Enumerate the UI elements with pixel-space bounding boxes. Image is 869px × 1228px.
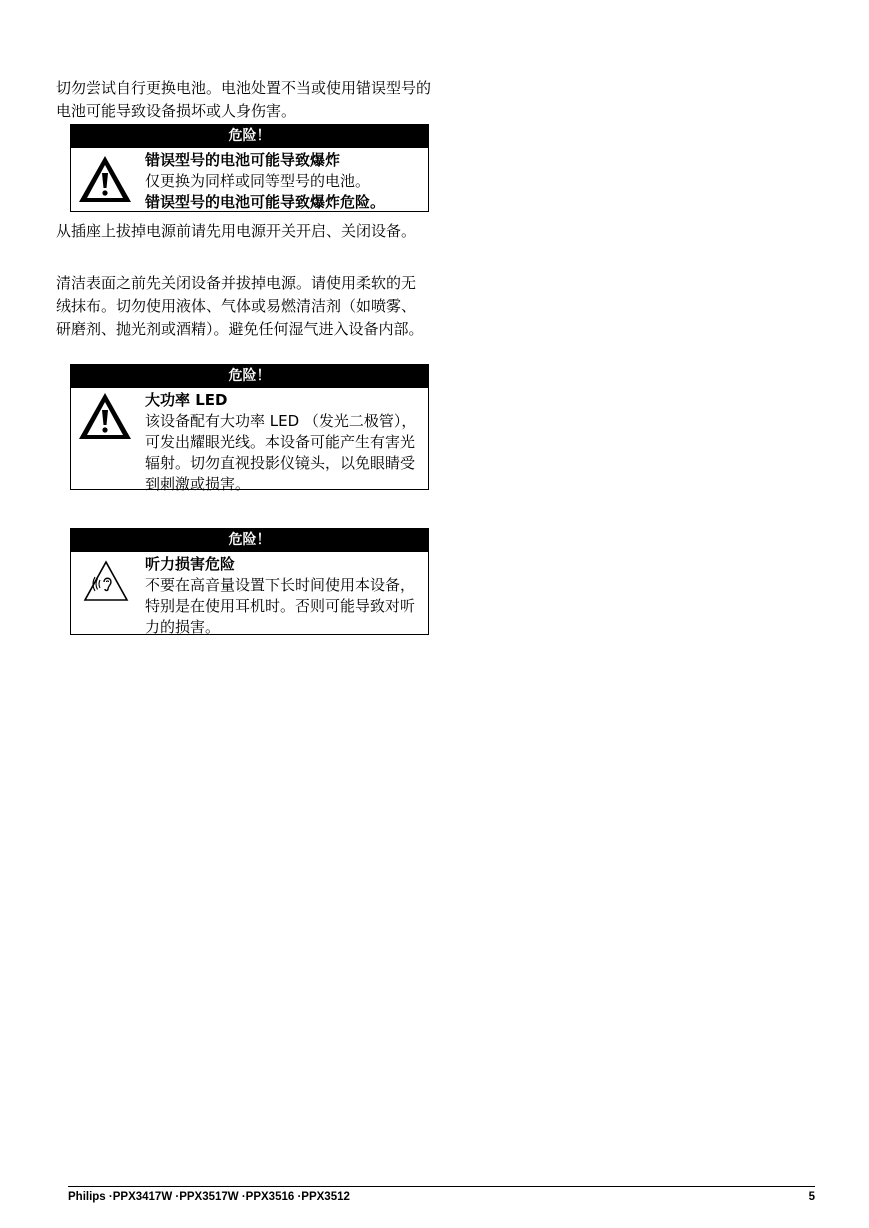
warning-box-battery bbox=[70, 124, 429, 212]
warning-body: 不要在高音量设置下长时间使用本设备，特别是在使用耳机时。否则可能导致对听力的损害。 bbox=[145, 576, 416, 636]
hearing-damage-triangle-icon bbox=[83, 560, 129, 606]
warning-body: 仅更换为同样或同等型号的电池。 bbox=[145, 172, 371, 190]
warning-header: 危险！ bbox=[71, 365, 428, 388]
warning-body: 该设备配有大功率 LED （发光二极管），可发出耀眼光线。本设备可能产生有害光辐射。切勿直视投影仪镜头，以免眼睛受到刺激或损害。 bbox=[145, 412, 417, 493]
warning-box-led bbox=[70, 364, 429, 493]
warning-box-hearing bbox=[70, 528, 429, 635]
warning-title: 错误型号的电池可能导致爆炸 bbox=[145, 151, 341, 169]
page-footer bbox=[68, 1186, 815, 1203]
cleaning-paragraph: 清洁表面之前先关闭设备并拔掉电源。请使用柔软的无绒抹布。切勿使用液体、气体或易燃清洁剂（如喷雾、研磨剂、抛光剂或酒精）。避免任何湿气进入设备内部。 bbox=[56, 274, 424, 338]
warning-title: 大功率 LED bbox=[145, 391, 228, 409]
power-off-paragraph: 从插座上拔掉电源前请先用电源开关开启、关闭设备。 bbox=[56, 222, 417, 240]
battery-replacement-paragraph: 切勿尝试自行更换电池。电池处置不当或使用错误型号的电池可能导致设备损坏或人身伤害。 bbox=[56, 79, 432, 120]
warning-header: 危险！ bbox=[71, 529, 428, 552]
exclamation-triangle-icon bbox=[77, 154, 133, 208]
warning-header: 危险！ bbox=[71, 125, 428, 148]
exclamation-triangle-icon bbox=[77, 391, 133, 445]
warning-extra: 错误型号的电池可能导致爆炸危险。 bbox=[145, 193, 386, 211]
footer-models: Philips ·PPX3417W ·PPX3517W ·PPX3516 ·PPX3512 bbox=[68, 1191, 350, 1203]
page-number: 5 bbox=[808, 1191, 815, 1203]
warning-title: 听力损害危险 bbox=[145, 555, 236, 573]
